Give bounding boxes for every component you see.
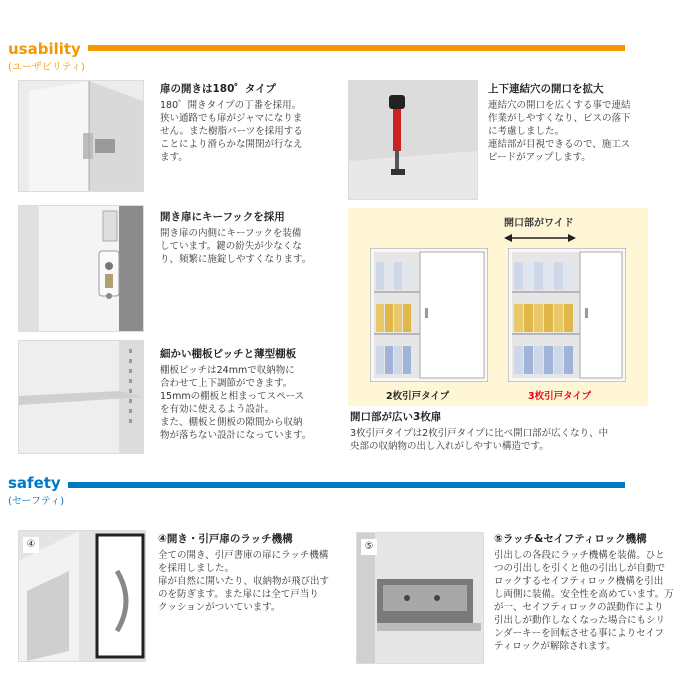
text-line: が一、セイフティロックの誤動作により — [494, 602, 664, 613]
text-line: ます。 — [160, 152, 188, 163]
text-line: 物が落ちない設計になっています。 — [160, 430, 312, 441]
two-door-caption: 2枚引戸タイプ — [386, 391, 450, 402]
wide-opening-label: 開口部がワイド — [504, 218, 574, 229]
text-line: 開き扉の内側にキーフックを装備 — [160, 228, 302, 239]
wide-opening-panel — [348, 208, 648, 406]
text-line: 扉が自然に開いたり、収納物が飛び出す — [158, 576, 330, 587]
item-hinge-heading: 扉の開きは180゜タイプ — [160, 83, 276, 95]
safety-title: safety — [8, 474, 61, 492]
connecting-hole-photo — [348, 80, 478, 200]
latch-heading: ④開き・引戸扉のラッチ機構 — [158, 533, 293, 545]
item-keyhook-heading: 開き扉にキーフックを採用 — [160, 211, 285, 223]
wide-opening-heading: 開口部が広い3枚扉 — [350, 411, 442, 423]
usability-title: usability — [8, 40, 81, 58]
badge-5: ⑤ — [361, 539, 377, 555]
text-line: 合わせて上下調節ができます。 — [160, 378, 293, 389]
text-line: つの引出しを引くと他の引出しが自動で — [494, 563, 666, 574]
text-line: また、棚板と側板の隙間から収納 — [160, 417, 303, 428]
text-line: 15mmの棚板と相まってスペース — [160, 391, 305, 402]
text-line: ティロックが解除されます。 — [494, 641, 616, 652]
text-line: を採用しました。 — [158, 563, 235, 574]
usability-subtitle: (ユーザビリティ) — [8, 62, 85, 73]
latch-photo — [18, 530, 146, 662]
usability-header-bar — [88, 45, 625, 51]
item-shelf-heading: 細かい棚板ピッチと薄型棚板 — [160, 348, 297, 360]
hinge-photo — [18, 80, 144, 192]
safety-subtitle: (セーフティ) — [8, 496, 65, 507]
text-line: 作業がしやすくなり、ビスの落下 — [488, 113, 631, 124]
text-line: しています。鍵の紛失が少なくな — [160, 241, 302, 252]
text-line: クッションがついています。 — [158, 602, 281, 613]
three-door-caption: 3枚引戸タイプ — [528, 391, 592, 402]
text-line: に考慮しました。 — [488, 126, 565, 137]
text-line: 180゜開きタイプの丁番を採用。 — [160, 100, 302, 111]
text-line: し両側に装備。安全性を高めています。万 — [494, 589, 674, 600]
text-line: せん。また樹脂パーツを採用する — [160, 126, 303, 137]
text-line: のを防ぎます。また扉には全て戸当り — [158, 589, 319, 600]
text-line: ロックするセイフティロック機構を引出 — [494, 576, 664, 587]
text-line: 全ての開き、引戸書庫の扉にラッチ機構 — [158, 550, 329, 561]
safety-header-bar — [68, 482, 625, 488]
two-door-cabinet-illustration — [370, 248, 488, 382]
text-line: ンダーキーを回転させる事によりセイフ — [494, 628, 665, 639]
text-line: 狭い通路でも扉がジャマになりま — [160, 113, 303, 124]
key-hook-photo — [18, 205, 144, 332]
text-line: り、頻繁に施錠しやすくなります。 — [160, 254, 312, 265]
badge-4: ④ — [23, 537, 39, 553]
text-line: 連結穴の開口を広くする事で連結 — [488, 100, 631, 111]
safety-lock-photo — [356, 532, 484, 664]
text-line: 引出しが動作しなくなった場合にもシリ — [494, 615, 666, 626]
safety-lock-heading: ⑤ラッチ&セイフティロック機構 — [494, 533, 647, 545]
text-line: ピードがアップします。 — [488, 152, 591, 163]
text-line: 棚板ピッチは24mmで収納物に — [160, 365, 295, 376]
three-door-cabinet-illustration — [508, 248, 626, 382]
text-line: を有効に使えるよう設計。 — [160, 404, 275, 415]
text-line: 引出しの各段にラッチ機構を装備。ひと — [494, 550, 665, 561]
shelf-pitch-photo — [18, 340, 144, 454]
item-connecting-heading: 上下連結穴の開口を拡大 — [488, 83, 604, 95]
text-line: 央部の収納物の出し入れがしやすい構造です。 — [350, 441, 549, 452]
width-arrow-icon — [504, 232, 576, 244]
text-line: 連結部が目視できるので、施工ス — [488, 139, 631, 150]
text-line: 3枚引戸タイプは2枚引戸タイプに比べ開口部が広くなり、中 — [350, 428, 609, 439]
text-line: ことにより滑らかな開閉が行なえ — [160, 139, 303, 150]
